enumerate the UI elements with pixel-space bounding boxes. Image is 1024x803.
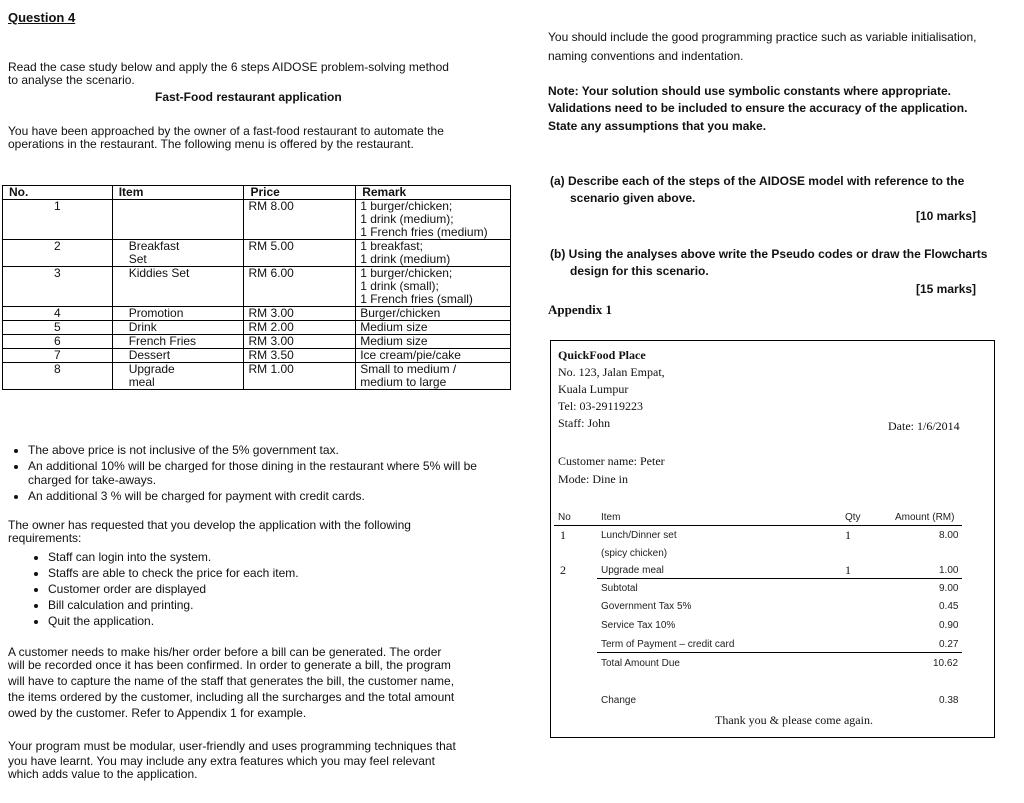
receipt-tel: Tel: 03-29119223 — [558, 399, 644, 413]
table-row — [3, 335, 511, 349]
row-price: RM 5.00 — [244, 240, 356, 267]
row-item: Kiddies Set — [112, 267, 244, 307]
receipt-line2-qty: 1 — [845, 563, 851, 577]
receipt-header-amount: Amount (RM) — [895, 512, 955, 523]
remark-line: 1 burger/chicken; — [360, 199, 453, 213]
intro-para-2: operations in the restaurant. The following menu is offered by the restaurant. — [8, 137, 414, 151]
modular-para-2: you have learnt. You may include any extra features which you may feel relevant — [8, 754, 435, 768]
receipt-change-label: Change — [601, 695, 637, 706]
modular-para-1: Your program must be modular, user-friendly and uses programming techniques that — [8, 739, 456, 753]
receipt-change: 0.38 — [939, 695, 959, 706]
receipt-subtotal: 9.00 — [939, 583, 959, 594]
table-row — [3, 200, 511, 240]
question-b-marks: [15 marks] — [916, 282, 977, 296]
receipt-header-qty: Qty — [845, 512, 861, 523]
row-item-text: Lunch/Dinner set — [116, 199, 208, 213]
receipt-govtax-label: Government Tax 5% — [601, 601, 692, 612]
receipt-credit: 0.27 — [939, 639, 959, 650]
receipt-service: 0.90 — [939, 620, 959, 631]
remark-line: 1 French fries (medium) — [360, 225, 488, 239]
remark-line: 1 drink (small); — [360, 279, 439, 293]
order-para-5: owed by the customer. Refer to Appendix 1 for example. — [8, 706, 307, 720]
question-b-line-1: (b) Using the analyses above write the Pseudo codes or draw the Flowcharts — [550, 247, 988, 261]
row-price: RM 8.00 — [244, 200, 356, 240]
row-no: 1 — [3, 200, 113, 240]
receipt-line2-item: Upgrade meal — [601, 565, 664, 576]
header-item: Item — [112, 186, 244, 200]
row-item: Drink — [112, 321, 244, 335]
remark-line: 1 drink (medium); — [360, 212, 454, 226]
row-remark — [356, 240, 511, 267]
question-a-line-2: scenario given above. — [570, 191, 696, 205]
row-remark: Burger/chicken — [356, 307, 511, 321]
row-remark: Medium size — [356, 321, 511, 335]
receipt-service-label: Service Tax 10% — [601, 620, 676, 631]
remark-line: 1 drink (medium) — [360, 252, 451, 266]
receipt-divider — [554, 525, 962, 526]
order-para-4: the items ordered by the customer, including all the surcharges and the total amount — [8, 690, 455, 704]
owner-intro-2: requirements: — [8, 531, 82, 545]
row-remark — [356, 200, 511, 240]
receipt-subtotal-label: Subtotal — [601, 583, 638, 594]
row-remark: Medium size — [356, 335, 511, 349]
remark-line: 1 burger/chicken; — [360, 266, 453, 280]
row-remark — [356, 267, 511, 307]
modular-para-3: which adds value to the application. — [8, 767, 198, 781]
row-no: 3 — [3, 267, 113, 307]
receipt-govtax: 0.45 — [939, 601, 959, 612]
practice-line-1: You should include the good programming practice such as variable initialisation, — [548, 30, 977, 44]
receipt-line1-item: Lunch/Dinner set — [601, 530, 677, 541]
owner-intro-1: The owner has requested that you develop the application with the following — [8, 518, 411, 532]
row-price: RM 3.00 — [244, 335, 356, 349]
question-title: Question 4 — [8, 10, 76, 25]
row-item: Dessert — [112, 349, 244, 363]
note-line-2: Validations need to be included to ensure the accuracy of the application. — [548, 101, 968, 115]
requirement-item: • Staff can login into the system. — [48, 550, 513, 564]
receipt-line2-no: 2 — [560, 563, 566, 577]
requirement-item: • Quit the application. — [48, 614, 513, 628]
item-line: Upgrade — [128, 362, 175, 376]
row-no: 5 — [3, 321, 113, 335]
item-line: Breakfast — [128, 239, 180, 253]
intro-line-2: to analyse the scenario. — [8, 73, 135, 87]
note-item: • An additional 10% will be charged for those dining in the restaurant where 5% will be charged for take-aways. — [28, 459, 513, 487]
app-title: Fast-Food restaurant application — [155, 90, 342, 104]
row-price: RM 6.00 — [244, 267, 356, 307]
table-row — [3, 307, 511, 321]
intro-para-1: You have been approached by the owner of a fast-food restaurant to automate the — [8, 124, 444, 138]
question-a-marks: [10 marks] — [916, 209, 977, 223]
question-a-line-1: (a) Describe each of the steps of the AIDOSE model with reference to the — [550, 174, 965, 188]
row-price: RM 2.00 — [244, 321, 356, 335]
receipt-address-2: Kuala Lumpur — [558, 382, 629, 396]
receipt-header-item: Item — [601, 512, 621, 523]
order-para-1: A customer needs to make his/her order before a bill can be generated. The order — [8, 645, 442, 659]
requirement-item: • Customer order are displayed — [48, 582, 513, 596]
receipt-line1-item-detail: (spicy chicken) — [601, 548, 668, 559]
order-para-2: will be recorded once it has been confirmed. In order to generate a bill, the program — [8, 658, 451, 672]
item-line: Set — [128, 252, 147, 266]
receipt-line1-amount: 8.00 — [939, 530, 959, 541]
receipt-address-1: No. 123, Jalan Empat, — [558, 365, 665, 379]
row-remark — [356, 363, 511, 390]
row-no: 4 — [3, 307, 113, 321]
remark-line: Small to medium / — [360, 362, 457, 376]
receipt-shop-name: QuickFood Place — [558, 348, 646, 362]
row-no: 8 — [3, 363, 113, 390]
requirement-item: • Staffs are able to check the price for each item. — [48, 566, 513, 580]
remark-line: 1 breakfast; — [360, 239, 423, 253]
order-para-3: will have to capture the name of the staff that generates the bill, the customer name, — [8, 674, 455, 688]
receipt-staff: Staff: John — [558, 416, 611, 430]
row-item: French Fries — [112, 335, 244, 349]
header-price: Price — [244, 186, 356, 200]
remark-line: medium to large — [360, 375, 447, 389]
note-item: • An additional 3 % will be charged for payment with credit cards. — [28, 489, 513, 503]
header-remark: Remark — [356, 186, 511, 200]
appendix-title: Appendix 1 — [548, 302, 612, 317]
table-row — [3, 363, 511, 390]
receipt-line2-amount: 1.00 — [939, 565, 959, 576]
row-no: 2 — [3, 240, 113, 267]
row-item — [112, 240, 244, 267]
receipt-divider — [597, 578, 962, 579]
question-b-line-2: design for this scenario. — [570, 264, 709, 278]
note-item: • The above price is not inclusive of the 5% government tax. — [28, 443, 513, 457]
note-line-3: State any assumptions that you make. — [548, 119, 767, 133]
item-line: meal — [128, 375, 155, 389]
table-row — [3, 240, 511, 267]
row-no: 7 — [3, 349, 113, 363]
row-item — [112, 363, 244, 390]
remark-line: 1 French fries (small) — [360, 292, 473, 306]
receipt-total: 10.62 — [933, 658, 959, 669]
receipt-line1-no: 1 — [560, 528, 566, 542]
receipt-mode: Mode: Dine in — [558, 472, 628, 486]
menu-table — [2, 185, 511, 390]
receipt-date: Date: 1/6/2014 — [888, 419, 960, 433]
table-row — [3, 267, 511, 307]
row-remark: Ice cream/pie/cake — [356, 349, 511, 363]
row-price: RM 3.00 — [244, 307, 356, 321]
requirements-list — [8, 550, 513, 630]
receipt-thanks: Thank you & please come again. — [715, 713, 873, 727]
requirement-item: • Bill calculation and printing. — [48, 598, 513, 612]
receipt-header-no: No — [558, 512, 571, 523]
notes-list — [8, 443, 513, 505]
row-item: Promotion — [112, 307, 244, 321]
receipt-credit-label: Term of Payment – credit card — [601, 639, 735, 650]
practice-line-2: naming conventions and indentation. — [548, 49, 744, 63]
table-row — [3, 349, 511, 363]
row-price: RM 1.00 — [244, 363, 356, 390]
intro-line-1: Read the case study below and apply the 6 steps AIDOSE problem-solving method — [8, 60, 449, 74]
receipt-divider — [597, 652, 962, 653]
row-price: RM 3.50 — [244, 349, 356, 363]
note-line-1: Note: Your solution should use symbolic constants where appropriate. — [548, 84, 951, 98]
receipt-line1-qty: 1 — [845, 528, 851, 542]
table-row — [3, 321, 511, 335]
row-item — [112, 200, 244, 240]
receipt — [550, 340, 995, 738]
receipt-total-label: Total Amount Due — [601, 658, 680, 669]
row-no: 6 — [3, 335, 113, 349]
header-no: No. — [3, 186, 113, 200]
receipt-customer: Customer name: Peter — [558, 454, 665, 468]
